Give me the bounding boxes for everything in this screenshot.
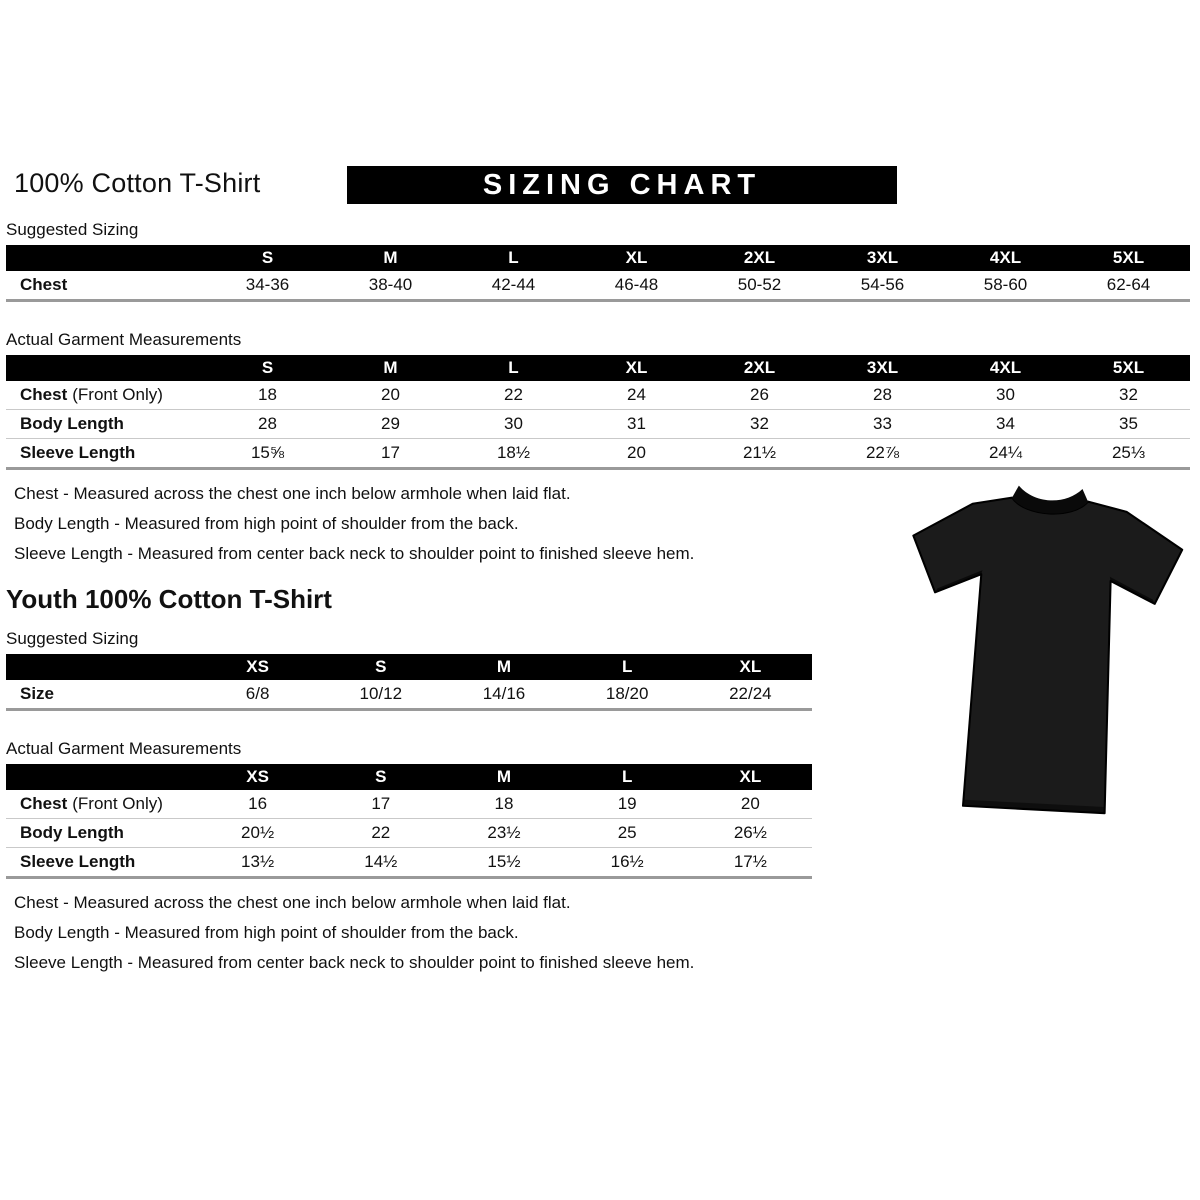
- youth-actual-measurements-label: Actual Garment Measurements: [6, 739, 242, 758]
- col-header: 4XL: [944, 355, 1067, 381]
- cell: 34-36: [206, 271, 329, 301]
- cell: 34: [944, 410, 1067, 439]
- cell: 20: [689, 790, 812, 819]
- col-header: S: [206, 355, 329, 381]
- col-header: 4XL: [944, 245, 1067, 271]
- adult-actual-measurements-table: [6, 355, 1190, 470]
- cell: 20½: [196, 819, 319, 848]
- row-label: Chest (Front Only): [6, 381, 206, 410]
- row-label: Body Length: [6, 410, 206, 439]
- cell: 30: [944, 381, 1067, 410]
- youth-suggested-sizing-table: [6, 654, 812, 711]
- cell: 30: [452, 410, 575, 439]
- youth-actual-measurements-table: [6, 764, 812, 879]
- col-header: XS: [196, 764, 319, 790]
- cell: 15½: [442, 848, 565, 878]
- note-line: Body Length - Measured from high point of shoulder from the back.: [14, 923, 519, 942]
- tshirt-graphic: [884, 462, 1200, 843]
- table-row: [6, 439, 1190, 469]
- row-label: Body Length: [6, 819, 196, 848]
- cell: 24¼: [944, 439, 1067, 469]
- adult-suggested-sizing-label: Suggested Sizing: [6, 220, 139, 239]
- header-spacer: [6, 355, 206, 381]
- col-header: 3XL: [821, 245, 944, 271]
- cell: 10/12: [319, 680, 442, 710]
- table-row: [6, 790, 812, 819]
- cell: 46-48: [575, 271, 698, 301]
- note-line: Chest - Measured across the chest one inch below armhole when laid flat.: [14, 893, 571, 912]
- cell: 31: [575, 410, 698, 439]
- cell: 21½: [698, 439, 821, 469]
- col-header: S: [206, 245, 329, 271]
- row-label: Sleeve Length: [6, 848, 196, 878]
- header-area: [0, 166, 1200, 212]
- col-header: L: [566, 654, 689, 680]
- table-header-row: [6, 764, 812, 790]
- cell: 24: [575, 381, 698, 410]
- cell: 18/20: [566, 680, 689, 710]
- cell: 32: [698, 410, 821, 439]
- table-row: [6, 271, 1190, 301]
- cell: 28: [821, 381, 944, 410]
- adult-suggested-sizing-table: [6, 245, 1190, 302]
- cell: 16½: [566, 848, 689, 878]
- cell: 29: [329, 410, 452, 439]
- col-header: XL: [575, 355, 698, 381]
- note-line: Body Length - Measured from high point of shoulder from the back.: [14, 514, 519, 533]
- cell: 14½: [319, 848, 442, 878]
- cell: 50-52: [698, 271, 821, 301]
- col-header: S: [319, 764, 442, 790]
- note-line: Chest - Measured across the chest one inch below armhole when laid flat.: [14, 484, 571, 503]
- cell: 19: [566, 790, 689, 819]
- col-header: 2XL: [698, 245, 821, 271]
- header-spacer: [6, 764, 196, 790]
- table-row: [6, 819, 812, 848]
- cell: 38-40: [329, 271, 452, 301]
- col-header: XL: [689, 764, 812, 790]
- cell: 17: [329, 439, 452, 469]
- adult-actual-measurements-label: Actual Garment Measurements: [6, 330, 242, 349]
- cell: 14/16: [442, 680, 565, 710]
- header-spacer: [6, 654, 196, 680]
- col-header: L: [566, 764, 689, 790]
- cell: 23½: [442, 819, 565, 848]
- cell: 17½: [689, 848, 812, 878]
- col-header: M: [442, 764, 565, 790]
- cell: 22/24: [689, 680, 812, 710]
- table-row: [6, 410, 1190, 439]
- note-line: Sleeve Length - Measured from center back neck to shoulder point to finished sleeve hem.: [14, 953, 695, 972]
- cell: 25⅓: [1067, 439, 1190, 469]
- cell: 54-56: [821, 271, 944, 301]
- note-line: Sleeve Length - Measured from center back neck to shoulder point to finished sleeve hem.: [14, 544, 695, 563]
- cell: 13½: [196, 848, 319, 878]
- col-header: 2XL: [698, 355, 821, 381]
- cell: 16: [196, 790, 319, 819]
- cell: 17: [319, 790, 442, 819]
- table-row: [6, 680, 812, 710]
- youth-section-title: Youth 100% Cotton T-Shirt: [6, 584, 332, 614]
- youth-notes: [14, 893, 1200, 973]
- row-label: Size: [6, 680, 196, 710]
- table-header-row: [6, 355, 1190, 381]
- col-header: M: [329, 245, 452, 271]
- cell: 33: [821, 410, 944, 439]
- table-row: [6, 848, 812, 878]
- cell: 6/8: [196, 680, 319, 710]
- cell: 18: [206, 381, 329, 410]
- cell: 18: [442, 790, 565, 819]
- cell: 22: [319, 819, 442, 848]
- cell: 42-44: [452, 271, 575, 301]
- col-header: XS: [196, 654, 319, 680]
- cell: 20: [329, 381, 452, 410]
- cell: 58-60: [944, 271, 1067, 301]
- adult-section-title: 100% Cotton T-Shirt: [14, 168, 261, 198]
- cell: 35: [1067, 410, 1190, 439]
- row-label: Sleeve Length: [6, 439, 206, 469]
- youth-suggested-sizing-label: Suggested Sizing: [6, 629, 139, 648]
- header-spacer: [6, 245, 206, 271]
- sizing-chart-banner: SIZING CHART: [347, 166, 897, 204]
- cell: 26½: [689, 819, 812, 848]
- cell: 20: [575, 439, 698, 469]
- col-header: M: [442, 654, 565, 680]
- col-header: L: [452, 245, 575, 271]
- tshirt-image: [884, 462, 1200, 843]
- col-header: 3XL: [821, 355, 944, 381]
- row-label: Chest: [6, 271, 206, 301]
- row-label: Chest (Front Only): [6, 790, 196, 819]
- col-header: XL: [689, 654, 812, 680]
- col-header: 5XL: [1067, 245, 1190, 271]
- col-header: 5XL: [1067, 355, 1190, 381]
- col-header: L: [452, 355, 575, 381]
- table-header-row: [6, 245, 1190, 271]
- col-header: S: [319, 654, 442, 680]
- cell: 22⅞: [821, 439, 944, 469]
- table-row: [6, 381, 1190, 410]
- col-header: XL: [575, 245, 698, 271]
- cell: 15⅝: [206, 439, 329, 469]
- cell: 62-64: [1067, 271, 1190, 301]
- table-header-row: [6, 654, 812, 680]
- cell: 25: [566, 819, 689, 848]
- cell: 26: [698, 381, 821, 410]
- cell: 32: [1067, 381, 1190, 410]
- cell: 28: [206, 410, 329, 439]
- col-header: M: [329, 355, 452, 381]
- cell: 22: [452, 381, 575, 410]
- cell: 18½: [452, 439, 575, 469]
